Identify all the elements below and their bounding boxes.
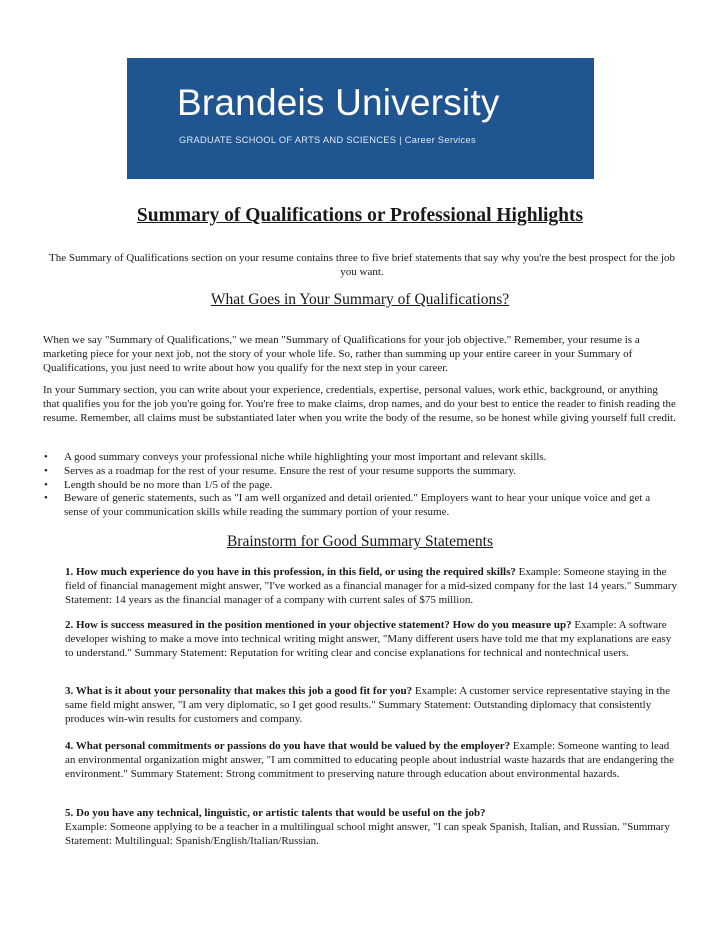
question-block	[65, 565, 681, 608]
answer-text: Example: A customer service representative staying in the same field might answer, "I am very diplomatic, so I get good results." Summary Statement: Outstanding diplomacy that consistently produces win-win results for customers and company.	[65, 685, 670, 726]
section-heading-brainstorm: Brainstorm for Good Summary Statements	[226, 533, 494, 550]
answer-text: Example: Someone wanting to lead an environmental organization might answer, "I am committed to educating people about industrial waste hazards that are endangering the environment." Summary Statement: Strong commitment to preserving nature through education about environmental hazards.	[65, 740, 674, 781]
question-block	[65, 739, 681, 782]
university-name: Brandeis University	[177, 82, 500, 123]
bullet-icon: •	[44, 478, 48, 491]
answer-text: Example: Someone applying to be a teacher in a multilingual school might answer, "I can speak Spanish, Italian, and Russian. "Summary Statement: Multilingual: Spanish/English/Italian/Russian.	[65, 821, 670, 848]
question-text: 3. What is it about your personality that makes this job a good fit for you?	[65, 685, 413, 697]
bullet-icon: •	[44, 464, 48, 477]
bullet-text: A good summary conveys your professional niche while highlighting your most important and relevant skills.	[64, 451, 547, 463]
page-title: Summary of Qualifications or Professional Highlights	[136, 205, 584, 226]
section-heading-what-goes: What Goes in Your Summary of Qualifications?	[210, 291, 510, 308]
question-block	[65, 618, 681, 661]
question-block	[65, 806, 681, 849]
university-banner	[127, 58, 594, 179]
answer-text: Example: Someone staying in the field of financial management might answer, "I've worked as a financial manager for a mid-sized company for the last 14 years." Summary Statement: 14 years as the financial manager of a company with current sales of $75 million.	[65, 566, 677, 607]
list-item	[43, 451, 676, 465]
question-text: 4. What personal commitments or passions do you have that would be valued by the employer?	[65, 740, 511, 752]
school-subtitle: GRADUATE SCHOOL OF ARTS AND SCIENCES | Career Services	[179, 135, 476, 145]
paragraph: In your Summary section, you can write about your experience, credentials, expertise, personal values, work ethic, background, or anything that qualifies you for the job you're going for. You're free to make claims, drop names, and do your best to entice the reader to finish reading the resume. Remember, all claims must be substantiated later when you write the body of the resume, so be honest while giving yourself full credit.	[43, 384, 676, 425]
intro-text: The Summary of Qualifications section on your resume contains three to five brief statements that say why you're the best prospect for the job you want.	[48, 252, 676, 278]
bullet-icon: •	[44, 492, 48, 505]
list-item	[43, 465, 676, 479]
bullet-icon: •	[44, 451, 48, 463]
question-text: 2. How is success measured in the position mentioned in your objective statement? How do you measure up?	[65, 619, 572, 631]
list-item	[43, 479, 676, 493]
list-item	[43, 492, 676, 520]
answer-text: Example: A software developer wishing to make a move into technical writing might answer, "Many different users have told me that my explanations are easy to understand." Summary Statement: Reputation for writing clear and concise explanations for technical and nontechnical users.	[65, 619, 672, 660]
paragraph: When we say "Summary of Qualifications," we mean "Summary of Qualifications for your job objective." Remember, your resume is a marketing piece for your next job, not the story of your whole life. So, rather than summing up your entire career in your Summary of Qualifications, you just need to write about how you qualify for the next step in your career.	[43, 334, 640, 375]
bullet-list	[43, 451, 676, 520]
bullet-text: Serves as a roadmap for the rest of your resume. Ensure the rest of your resume supports the summary.	[64, 464, 516, 477]
question-text: 5. Do you have any technical, linguistic, or artistic talents that would be useful on the job?	[65, 807, 486, 819]
question-text: 1. How much experience do you have in this profession, in this field, or using the required skills?	[65, 566, 516, 578]
question-block	[65, 684, 681, 727]
bullet-text: Beware of generic statements, such as "I am well organized and detail oriented." Employers want to hear your unique voice and get a sense of your communication skills while reading the summary portion of your resume.	[64, 492, 651, 519]
bullet-text: Length should be no more than 1/5 of the page.	[64, 478, 273, 491]
